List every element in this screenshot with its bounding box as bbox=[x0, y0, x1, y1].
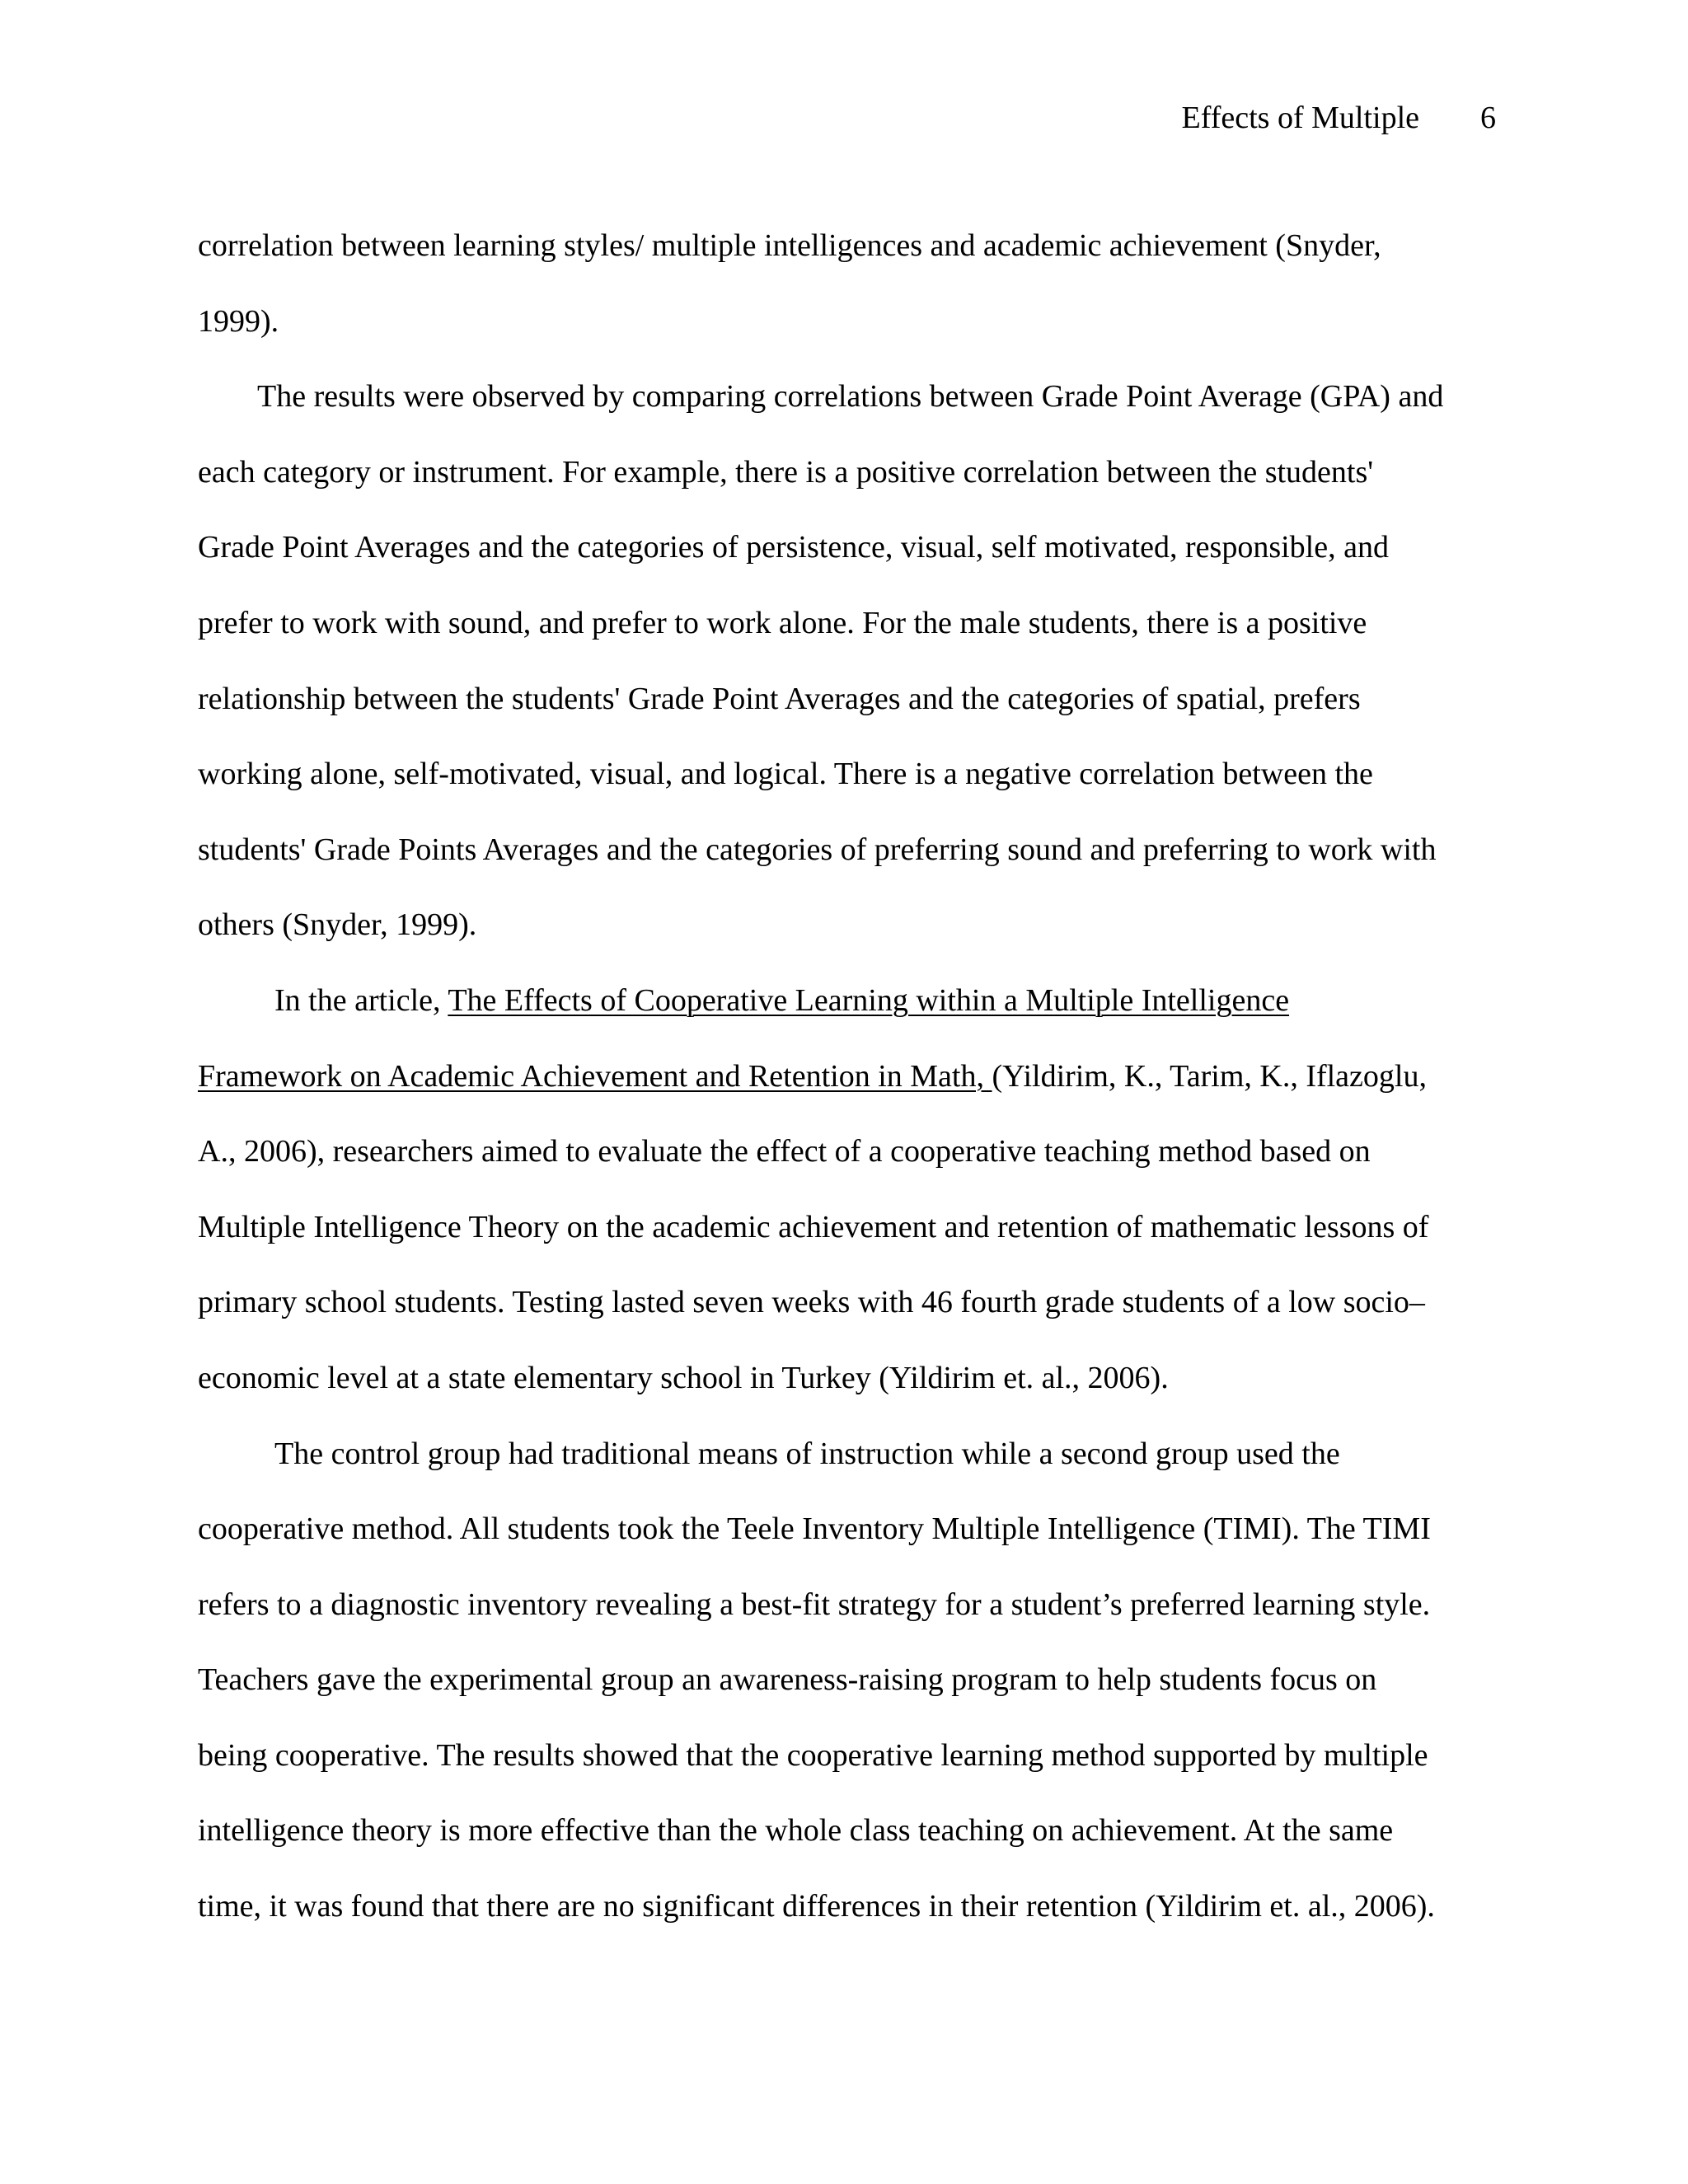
text-line: students' Grade Points Averages and the categories of preferring sound and preferring to work with bbox=[198, 832, 1437, 867]
text-line: intelligence theory is more effective than the whole class teaching on achievement. At the same bbox=[198, 1813, 1394, 1849]
text-line: others (Snyder, 1999). bbox=[198, 907, 477, 943]
text-line bbox=[198, 1039, 1508, 1115]
page-number: 6 bbox=[1480, 101, 1496, 135]
text-line: time, it was found that there are no significant differences in their retention (Yildirim et. al., 2006). bbox=[198, 1889, 1435, 1924]
text-line: Grade Point Averages and the categories of persistence, visual, self motivated, responsible, and bbox=[198, 530, 1389, 565]
body-text bbox=[198, 209, 1508, 1945]
text-line: cooperative method. All students took the Teele Inventory Multiple Intelligence (TIMI). The TIMI bbox=[198, 1511, 1431, 1547]
text-line: relationship between the students' Grade Point Averages and the categories of spatial, prefers bbox=[198, 681, 1361, 716]
article-intro: In the article, bbox=[274, 982, 448, 1018]
article-citation: (Yildirim, K., Tarim, K., Iflazoglu, bbox=[992, 1058, 1427, 1094]
text-line: correlation between learning styles/ multiple intelligences and academic achievement (Snyder, bbox=[198, 228, 1381, 263]
text-line bbox=[198, 963, 1508, 1039]
text-line: prefer to work with sound, and prefer to work alone. For the male students, there is a positive bbox=[198, 605, 1367, 640]
running-head-title: Effects of Multiple bbox=[1181, 101, 1419, 135]
running-header bbox=[1182, 97, 1496, 138]
text-line: refers to a diagnostic inventory revealing a best-fit strategy for a student’s preferred learning style. bbox=[198, 1586, 1431, 1622]
text-line: The control group had traditional means of instruction while a second group used the bbox=[274, 1436, 1340, 1471]
article-title-part1: The Effects of Cooperative Learning within a Multiple Intelligence bbox=[448, 982, 1290, 1018]
text-line: Multiple Intelligence Theory on the academic achievement and retention of mathematic lessons of bbox=[198, 1209, 1429, 1244]
text-line: each category or instrument. For example, there is a positive correlation between the students' bbox=[198, 454, 1374, 490]
text-line: being cooperative. The results showed that the cooperative learning method supported by multiple bbox=[198, 1737, 1428, 1773]
article-title-part2: Framework on Academic Achievement and Retention in Math, bbox=[198, 1058, 992, 1094]
text-line: economic level at a state elementary school in Turkey (Yildirim et. al., 2006). bbox=[198, 1360, 1169, 1395]
text-line: Teachers gave the experimental group an awareness-raising program to help students focus on bbox=[198, 1662, 1377, 1698]
text-line: The results were observed by comparing correlations between Grade Point Average (GPA) and bbox=[257, 379, 1444, 415]
text-line: primary school students. Testing lasted seven weeks with 46 fourth grade students of a low socio– bbox=[198, 1285, 1425, 1320]
text-line: A., 2006), researchers aimed to evaluate the effect of a cooperative teaching method based on bbox=[198, 1134, 1371, 1169]
text-line: 1999). bbox=[198, 303, 279, 339]
text-line: working alone, self-motivated, visual, and logical. There is a negative correlation between the bbox=[198, 757, 1373, 792]
